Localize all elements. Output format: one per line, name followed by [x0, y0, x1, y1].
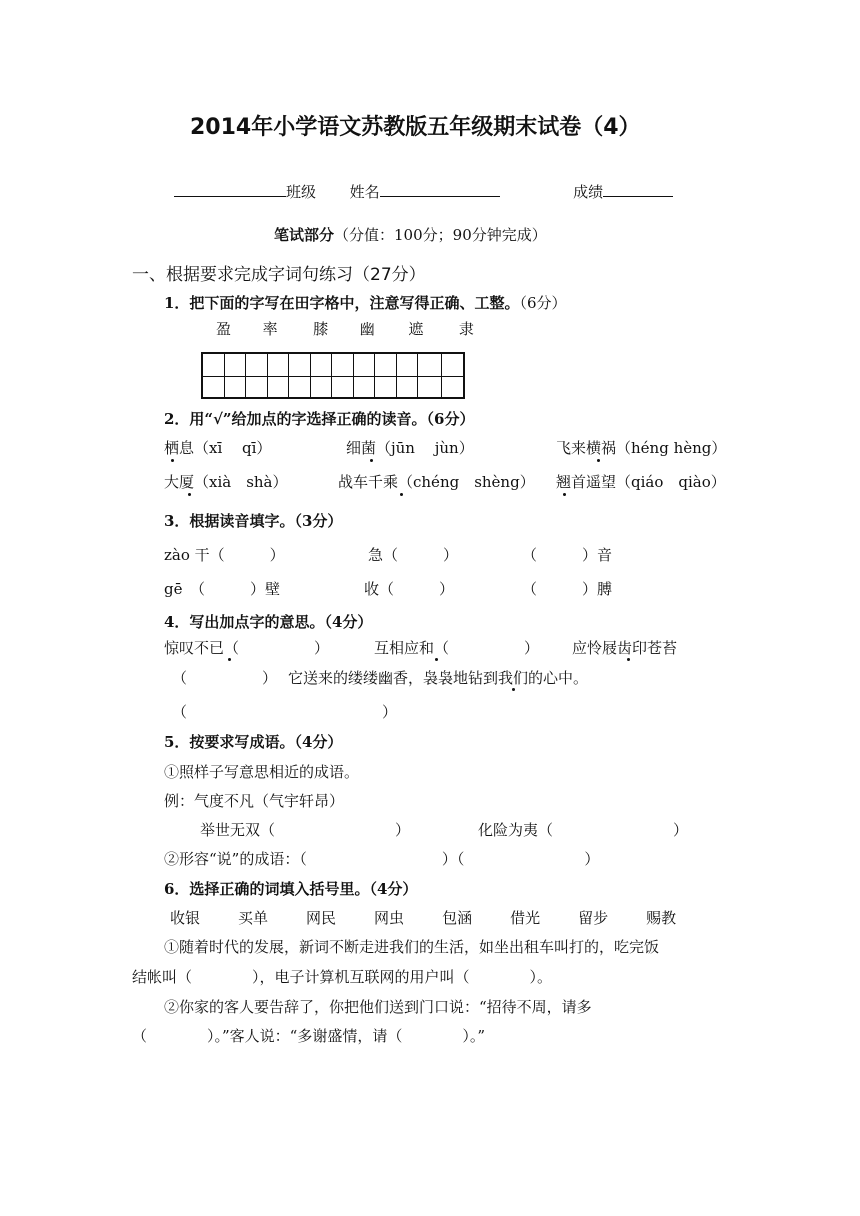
emphasis-dot — [370, 459, 373, 462]
q2-item: 大厦（xià shà） — [164, 473, 288, 491]
q6-word-bank — [170, 907, 676, 928]
subtitle — [274, 224, 547, 245]
q1-char: 率 — [262, 320, 278, 338]
q6-word: 收银 — [170, 909, 201, 927]
q2-item: 战车千乘（chéng shèng） — [338, 473, 535, 491]
tianzige-cell[interactable] — [418, 354, 463, 397]
q1-heading — [164, 292, 567, 313]
q1-characters — [216, 318, 474, 339]
q6-title: 6．选择正确的词填入括号里。（4分） — [164, 880, 418, 898]
q4-title: 4．写出加点字的意思。（4分） — [164, 613, 373, 631]
q5-sub1: ①照样子写意思相近的成语。 — [164, 763, 360, 781]
q3-item: gē （ ）壁 — [164, 580, 280, 598]
emphasis-dot — [400, 493, 403, 496]
emphasis-dot — [563, 493, 566, 496]
emphasis-dot — [228, 658, 231, 661]
q2-item: 翘首遥望（qiáo qiào） — [556, 473, 726, 491]
class-label: 班级 — [286, 183, 317, 201]
q4-item: 它送来的缕缕幽香，袅袅地钻到我们的心中。 — [288, 669, 589, 687]
q1-score: （6分） — [519, 294, 567, 312]
emphasis-dot — [627, 658, 630, 661]
q6-paragraph-1b: 结帐叫（ ），电子计算机互联网的用户叫（ ）。 — [132, 968, 553, 986]
q6-paragraph-1a: ①随着时代的发展，新词不断走进我们的生活，如坐出租车叫打的，吃完饭 — [164, 938, 660, 956]
section-1-heading: 一、根据要求完成字词句练习（27分） — [132, 265, 426, 285]
q3-item: 收（ ） — [364, 580, 455, 598]
q3-item: （ ）音 — [522, 546, 613, 564]
tianzige-cell[interactable] — [246, 354, 289, 397]
q6-word: 借光 — [510, 909, 541, 927]
tianzige-cell[interactable] — [203, 354, 246, 397]
q2-item: 栖息（xī qī） — [164, 439, 272, 457]
score-blank[interactable] — [603, 180, 673, 197]
q6-paragraph-2b: （ ）。”客人说：“多谢盛情，请（ ）。” — [132, 1027, 486, 1045]
q6-word: 买单 — [238, 909, 269, 927]
q1-char: 盈 — [216, 320, 232, 338]
q3-item: 急（ ） — [368, 546, 459, 564]
q4-item: （ ） — [172, 669, 278, 687]
q3-item: zào 干（ ） — [164, 546, 285, 564]
tianzige-cell[interactable] — [375, 354, 418, 397]
emphasis-dot — [435, 658, 438, 661]
q1-char: 幽 — [359, 320, 375, 338]
q4-item: （ ） — [172, 703, 398, 721]
tianzige-grid — [201, 352, 465, 399]
q1-char: 膝 — [313, 320, 329, 338]
emphasis-dot — [512, 688, 515, 691]
page-title: 2014年小学语文苏教版五年级期末试卷（4） — [190, 115, 641, 140]
student-info-row — [174, 180, 673, 202]
q5-example: 例：气度不凡（气宇轩昂） — [164, 792, 345, 810]
q1-char: 遮 — [408, 320, 424, 338]
q3-title: 3．根据读音填字。（3分） — [164, 512, 343, 530]
q4-item: 互相应和（ ） — [374, 639, 540, 657]
q6-word: 包涵 — [442, 909, 473, 927]
q1-char: 隶 — [458, 320, 474, 338]
q1-title: 1．把下面的字写在田字格中，注意写得正确、工整。 — [164, 294, 520, 312]
emphasis-dot — [597, 459, 600, 462]
q4-item: 应怜屐齿印苍苔 — [572, 639, 678, 657]
class-blank[interactable] — [174, 180, 286, 197]
subtitle-rest: （分值：100分；90分钟完成） — [334, 226, 547, 244]
q2-item: 飞来横祸（héng hèng） — [556, 439, 727, 457]
name-blank[interactable] — [380, 180, 500, 197]
q6-word: 网民 — [306, 909, 337, 927]
q6-paragraph-2a: ②你家的客人要告辞了，你把他们送到门口说：“招待不周，请多 — [164, 998, 592, 1016]
q5-item: 化险为夷（ ） — [478, 821, 689, 839]
q5-title: 5．按要求写成语。（4分） — [164, 733, 343, 751]
q3-item: （ ）膊 — [522, 580, 613, 598]
emphasis-dot — [188, 493, 191, 496]
q6-word: 网虫 — [374, 909, 405, 927]
emphasis-dot — [171, 459, 174, 462]
score-label: 成绩 — [573, 183, 604, 201]
q4-item: 惊叹不已（ ） — [164, 639, 330, 657]
name-label: 姓名 — [349, 183, 380, 201]
subtitle-bold: 笔试部分 — [274, 226, 335, 244]
q6-word: 留步 — [578, 909, 609, 927]
tianzige-cell[interactable] — [332, 354, 375, 397]
q6-word: 赐教 — [646, 909, 677, 927]
q5-item: 举世无双（ ） — [200, 821, 411, 839]
q5-sub2: ②形容“说”的成语：（ ）（ ） — [164, 850, 600, 868]
q2-item: 细菌（jūn jùn） — [346, 439, 474, 457]
tianzige-cell[interactable] — [289, 354, 332, 397]
q2-title: 2．用“√”给加点的字选择正确的读音。（6分） — [164, 410, 475, 428]
